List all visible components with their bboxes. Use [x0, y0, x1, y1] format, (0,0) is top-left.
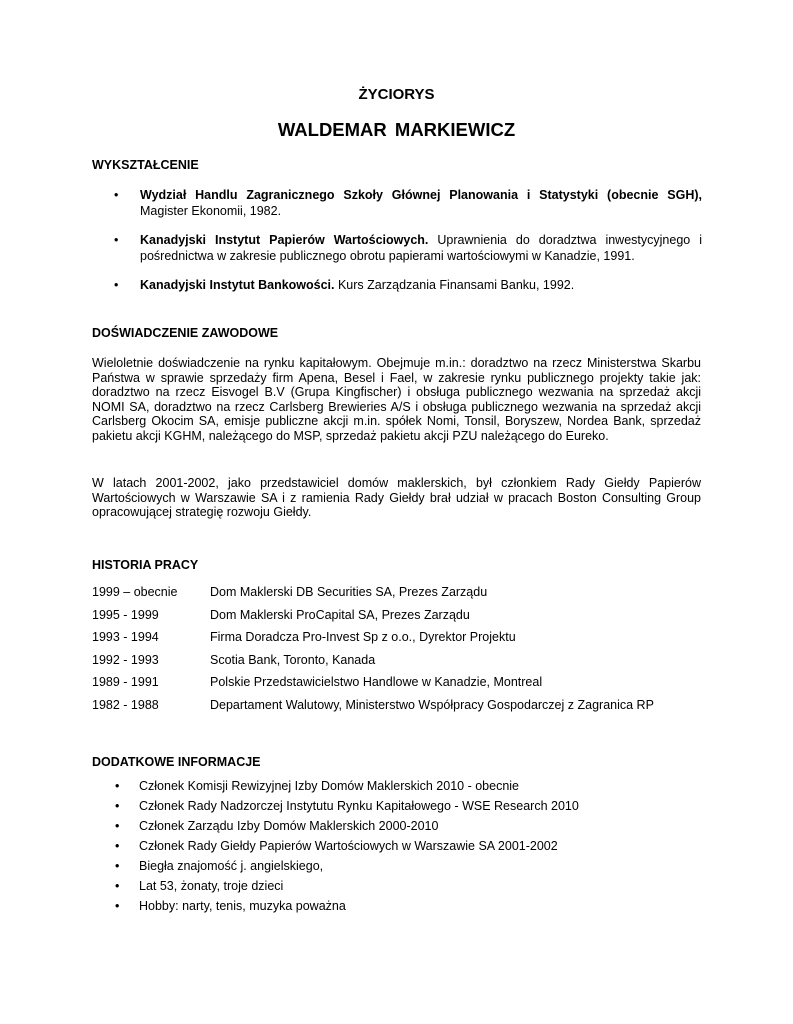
bullet-icon: • [114, 278, 119, 292]
additional-item [92, 799, 712, 819]
additional-list [92, 779, 712, 919]
additional-text: Biegła znajomość j. angielskiego, [139, 859, 324, 873]
additional-item [92, 899, 712, 919]
history-table [92, 585, 712, 721]
history-row [92, 585, 712, 608]
education-institution: Kanadyjski Instytut Papierów Wartościowych. [140, 233, 429, 247]
additional-heading: DODATKOWE INFORMACJE [92, 755, 261, 769]
additional-text: Członek Rady Nadzorczej Instytutu Rynku Kapitałowego - WSE Research 2010 [139, 799, 579, 813]
history-description: Dom Maklerski DB Securities SA, Prezes Zarządu [210, 585, 488, 599]
history-period: 1993 - 1994 [92, 630, 159, 645]
history-period: 1995 - 1999 [92, 607, 159, 622]
experience-paragraph: W latach 2001-2002, jako przedstawiciel domów maklerskich, był członkiem Rady Giełdy Papierów Wartościowych w Warszawie SA i z ramienia Rady Giełdy brał udział w pracach Boston Consulting Group opracowującej strategię rozwoju Giełdy. [92, 476, 701, 520]
history-row [92, 653, 712, 676]
education-item [92, 188, 702, 219]
bullet-icon: • [115, 799, 120, 813]
history-row [92, 675, 712, 698]
additional-item [92, 859, 712, 879]
history-period: 1982 - 1988 [92, 697, 159, 712]
history-description: Polskie Przedstawicielstwo Handlowe w Kanadzie, Montreal [210, 675, 543, 690]
education-institution: Wydział Handlu Zagranicznego Szkoły Głównej Planowania i Statystyki (obecnie SGH), [140, 188, 702, 202]
additional-text: Członek Rady Giełdy Papierów Wartościowych w Warszawie SA 2001-2002 [139, 839, 558, 853]
bullet-icon: • [115, 859, 120, 873]
history-period: 1992 - 1993 [92, 652, 159, 667]
additional-item [92, 819, 712, 839]
history-row [92, 630, 712, 653]
history-description: Scotia Bank, Toronto, Kanada [210, 652, 376, 667]
additional-item [92, 839, 712, 859]
bullet-icon: • [114, 188, 119, 202]
bullet-icon: • [115, 899, 120, 913]
education-detail: Kurs Zarządzania Finansami Banku, 1992. [334, 278, 575, 292]
bullet-icon: • [115, 879, 120, 893]
education-list [92, 188, 702, 308]
history-description: Dom Maklerski ProCapital SA, Prezes Zarządu [210, 607, 470, 622]
history-description: Firma Doradcza Pro-Invest Sp z o.o., Dyrektor Projektu [210, 630, 516, 645]
education-heading: WYKSZTAŁCENIE [92, 158, 199, 172]
education-item [92, 233, 702, 264]
history-row [92, 698, 712, 721]
additional-item [92, 779, 712, 799]
history-period: 1989 - 1991 [92, 675, 159, 690]
additional-text: Hobby: narty, tenis, muzyka poważna [139, 899, 346, 913]
bullet-icon: • [115, 839, 120, 853]
education-item [92, 278, 702, 294]
experience-paragraph: Wieloletnie doświadczenie na rynku kapitałowym. Obejmuje m.in.: doradztwo na rzecz Ministerstwa Skarbu Państwa w sprawie sprzedaży firm Apena, Besel i Fael, w zakresie rynku publicznego projekty takie jak: doradztwo na rzecz Eisvogel B.V (Grupa Kingfischer) i obsługa publicznego wezwania na sprzedaż akcji NOMI SA, doradztwo na rzecz Carlsberg Brewieries A/S i obsługa publicznego wezwania na sprzedaż akcji Carlsberg Okocim SA, emisje publiczne akcji m.in. spółek Nomi, Tonsil, Boryszew, Nordea Bank, sprzedaż pakietu akcji KGHM, należącego do MSP, sprzedaż pakietu akcji PZU należącego do Eureko. [92, 356, 701, 443]
bullet-icon: • [115, 779, 120, 793]
history-heading: HISTORIA PRACY [92, 558, 199, 572]
education-detail: Magister Ekonomii, 1982. [140, 203, 282, 218]
additional-text: Członek Zarządu Izby Domów Maklerskich 2000-2010 [139, 819, 439, 833]
bullet-icon: • [114, 233, 119, 247]
bullet-icon: • [115, 819, 120, 833]
additional-text: Członek Komisji Rewizyjnej Izby Domów Maklerskich 2010 - obecnie [139, 779, 520, 793]
additional-item [92, 879, 712, 899]
document-title: ŻYCIORYS [358, 86, 435, 103]
education-institution: Kanadyjski Instytut Bankowości. [140, 278, 335, 292]
experience-heading: DOŚWIADCZENIE ZAWODOWE [92, 326, 279, 340]
additional-text: Lat 53, żonaty, troje dzieci [139, 879, 284, 893]
education-detail: Uprawnienia do doradztwa inwestycyjnego i pośrednictwa w zakresie publicznego obrotu papierami wartościowymi w Kanadzie, 1991. [140, 233, 702, 263]
history-period: 1999 – obecnie [92, 585, 178, 599]
history-description: Departament Walutowy, Ministerstwo Współpracy Gospodarczej z Zagranica RP [210, 697, 654, 712]
history-row [92, 608, 712, 631]
person-name: WALDEMAR MARKIEWICZ [277, 119, 516, 140]
